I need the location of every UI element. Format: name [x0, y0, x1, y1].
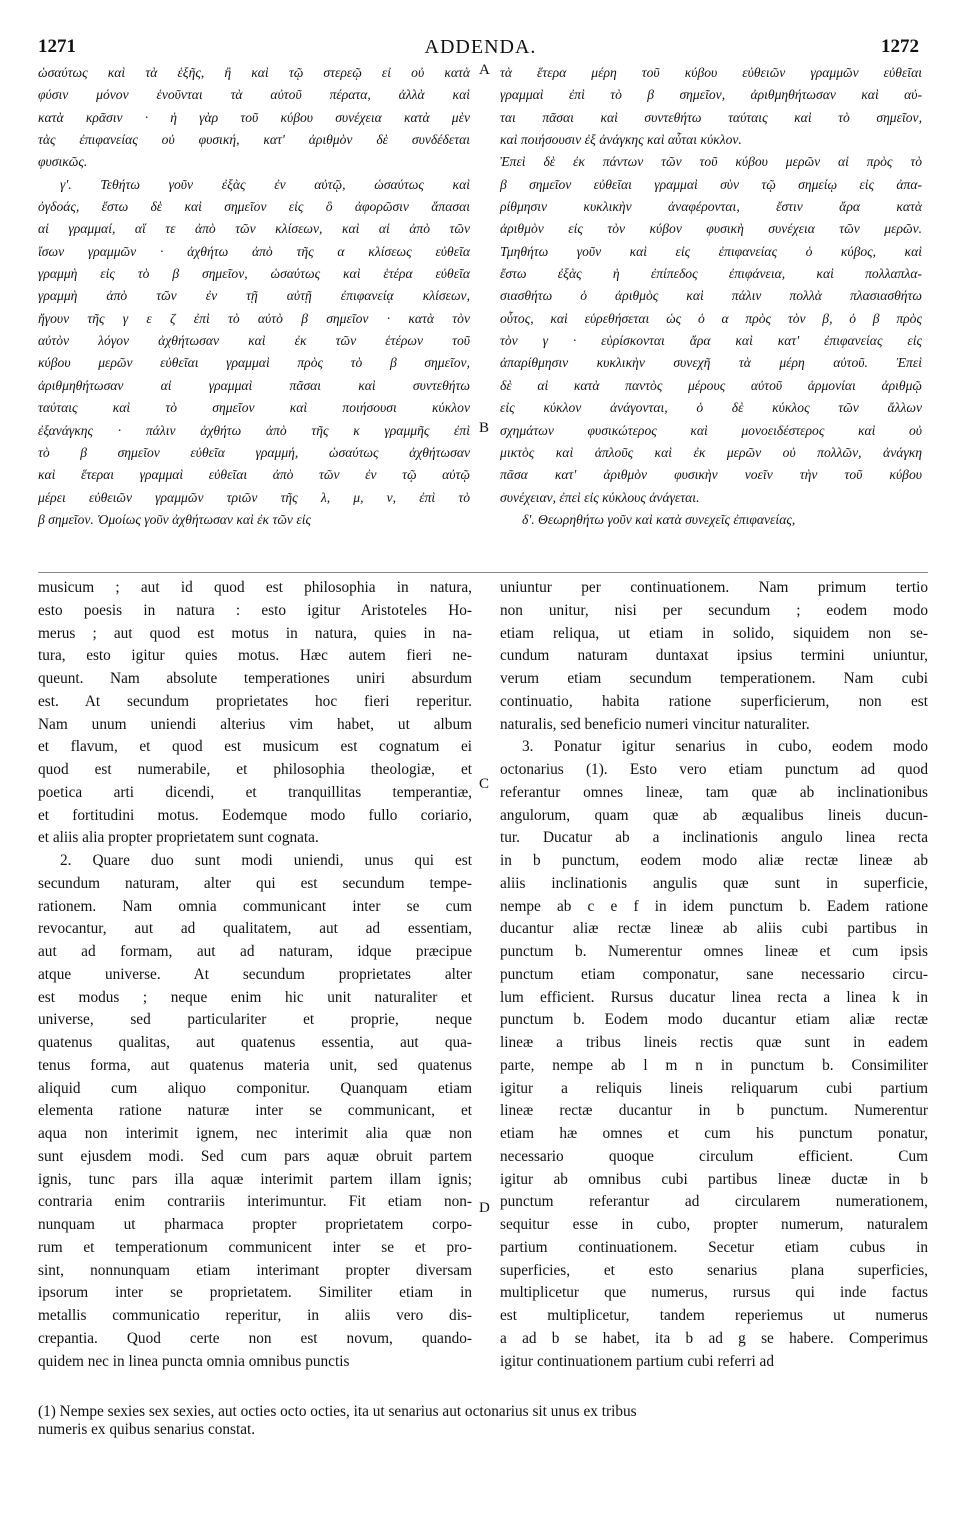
text-line: est. At secundum proprietates hoc fieri reperitur.	[38, 692, 472, 710]
text-line: multiplicetur que numerus, rursus qui inde factus	[500, 1284, 928, 1302]
greek-right-column	[500, 62, 922, 531]
text-line: igitur ab omnibus cubi partibus lineæ ductæ in b	[500, 1170, 928, 1188]
text-line: rum et temperationum communicent inter se et pro-	[38, 1238, 472, 1256]
text-line: queunt. Nam absolute temperationes uniri absurdum	[38, 670, 472, 687]
text-line: et aliis alia propter proprietatem sunt cognata.	[38, 829, 319, 847]
text-line: γραμμαὶ ἐπὶ τὸ β σημεῖον, ἀριθμηθήτωσαν καὶ αὐ-	[500, 87, 922, 103]
text-line: tur. Ducatur ab a inclinationis angulo linea recta	[500, 829, 928, 847]
text-line: elementa ratione naturæ inter se communicant, et	[38, 1102, 472, 1120]
text-line: γραμμὴ εἰς τὸ β σημεῖον, ὡσαύτως καὶ ἑτέρα εὐθεῖα	[38, 266, 470, 282]
text-line: 3. Ponatur igitur senarius in cubo, eodem modo	[522, 738, 928, 756]
text-line: β σημεῖον. Ὁμοίως γοῦν ἀχθήτωσαν καὶ ἐκ τῶν εἰς	[38, 511, 312, 527]
text-line: musicum ; aut id quod est philosophia in natura,	[38, 579, 472, 596]
text-line: contraria enim contrariis interimuntur. Fit etiam non-	[38, 1193, 472, 1211]
text-line: Ἐπεὶ δὲ ἐκ πάντων τῶν τοῦ κύβου μερῶν αἱ πρὸς τὸ	[500, 154, 922, 170]
text-line: ἐξανάγκης · πάλιν ἀχθήτω ἀπὸ τῆς κ γραμμῆς ἐπὶ	[38, 422, 470, 438]
text-line: referantur omnes lineæ, tam quæ ab inclinationibus	[500, 783, 928, 801]
text-line: σχημάτων φυσικώτερος καὶ μονοειδέστερος καὶ οὐ	[500, 422, 922, 438]
text-line: punctum referantur ad circularem numerationem,	[500, 1193, 928, 1211]
margin-marker-c: C	[479, 776, 490, 792]
text-line: parte, nempe ab l m n in punctum b. Consimiliter	[500, 1056, 928, 1074]
text-line: ται πᾶσαι καὶ συντεθήτω ταύταις καὶ τὸ σημεῖον,	[500, 109, 922, 125]
text-line: octonarius (1). Esto vero etiam punctum ad quod	[500, 761, 928, 778]
text-line: ταύταις καὶ τὸ σημεῖον καὶ ποιήσουσι κύκλον	[38, 400, 470, 416]
text-line: ὀγδοάς, ἔστω δὲ καὶ σημεῖον εἰς ὃ ἀφορῶσιν ἅπασαι	[38, 199, 470, 215]
text-line: nunquam ut pharmaca propter proprietatem corpo-	[38, 1216, 472, 1233]
running-title: ADDENDA.	[424, 36, 537, 58]
text-line: κύβου μερῶν εὐθεῖαι γραμμαὶ πρὸς τὸ β σημεῖον,	[38, 355, 470, 371]
text-line: non unitur, nisi per secundum ; eodem modo	[500, 601, 928, 619]
text-line: ἀριθμηθήτωσαν αἱ γραμμαὶ πᾶσαι καὶ συντεθήτω	[38, 377, 470, 393]
text-line: igitur a reliquis lineis reliquarum cubi partium	[500, 1079, 928, 1097]
margin-marker-a: A	[479, 62, 490, 78]
text-line: continuatio, habita ratione superficierum, non est	[500, 692, 928, 710]
text-line: atque universe. At secundum proprietates alter	[38, 965, 472, 983]
text-line: merus ; aut quod est motus in natura, quies in na-	[38, 624, 472, 642]
text-line: τὸν γ · εὑρίσκονται ἄρα καὶ κατ' ἐπιφανείας εἰς	[500, 333, 922, 349]
text-line: εἰς κύκλον ἀνάγονται, ὁ δὲ κύκλος τῶν ἄλλων	[500, 400, 922, 416]
text-line: οὗτος, καὶ εὑρεθήσεται ὡς ὁ α πρὸς τὸν β, ὁ β πρὸς	[500, 310, 922, 326]
text-line: a ad b se habet, ita b ad g se habere. Comperimus	[500, 1329, 928, 1347]
text-line: ducantur aliæ rectæ lineæ ab aliis cubi partibus in	[500, 920, 928, 938]
text-line: ἔστω ἐξὰς ἡ ἐπίπεδος ἐπιφάνεια, καὶ πολλαπλα-	[500, 266, 922, 282]
text-line: μικτὸς καὶ ἁπλοῦς καὶ ἐκ μερῶν οὐ πολλῶν, ἀνάγκη	[500, 444, 922, 460]
text-line: καὶ ποιήσουσιν ἐξ ἀνάγκης καὶ αὗται κύκλον.	[500, 132, 742, 148]
margin-marker-d: D	[479, 1200, 490, 1216]
text-line: universe, sed particulariter et proprie, neque	[38, 1011, 472, 1029]
text-line: aut ad formam, aut ad naturam, idque præcipue	[38, 943, 472, 960]
text-line: δὲ αἱ κατὰ παντὸς μέρους αὐτοῦ ἁρμονίαι ἀριθμῷ	[500, 377, 922, 393]
text-line: sequitur esse in cubo, propter numerum, naturalem	[500, 1216, 928, 1233]
text-line: tenus forma, aut quatenus materia unit, sed quatenus	[38, 1056, 472, 1074]
text-line: crepantia. Quod certe non est novum, quando-	[38, 1329, 472, 1347]
text-line: angulorum, quam quæ ab æqualibus lineis ducun-	[500, 806, 928, 824]
text-line: σιασθήτω ὁ ἀριθμὸς καὶ πάλιν πολλὰ πλασιασθήτω	[500, 288, 922, 304]
text-line: lum efficient. Rursus ducatur linea recta a linea k in	[500, 988, 928, 1006]
text-line: revocantur, aut ad qualitatem, aut ad essentiam,	[38, 920, 472, 938]
text-line: est multiplicetur, tandem reperiemus ut numerus	[500, 1307, 928, 1324]
text-line: φύσιν μόνον ἑνοῦνται τὰ αὐτοῦ πέρατα, ἀλλὰ καὶ	[38, 87, 470, 103]
right-page-number: 1272	[881, 36, 919, 57]
text-line: sint, nonnunquam etiam interimant propter diversam	[38, 1261, 472, 1279]
text-line: partium continuationem. Secetur etiam cubus in	[500, 1238, 928, 1256]
text-line: cundum naturam duntaxat ipsius termini uniuntur,	[500, 647, 928, 665]
text-line: quod est numerabile, et philosophia theologiæ, et	[38, 761, 472, 778]
latin-left-column	[38, 577, 472, 1373]
text-line: ἀπαρίθμησιν κυκλικὴν συνεχῆ τὰ μέρη αὐτοῦ. Ἐπεὶ	[500, 355, 922, 371]
text-line: punctum etiam componatur, sane necessario circu-	[500, 965, 928, 983]
text-line: ἴσων γραμμῶν · ἀχθήτω ἀπὸ τῆς α κλίσεως εὐθεῖα	[38, 243, 470, 259]
text-line: superficies, et esto senarius plana superficies,	[500, 1261, 928, 1279]
text-line: φυσικῶς.	[38, 154, 88, 170]
text-line: uniuntur per continuationem. Nam primum tertio	[500, 579, 928, 596]
text-line: 2. Quare duo sunt modi uniendi, unus qui est	[60, 852, 472, 869]
text-line: ignis, tunc pars illa aquæ interimit partem illam ignis;	[38, 1170, 472, 1188]
text-line: δ'. Θεωρηθήτω γοῦν καὶ κατὰ συνεχεῖς ἐπιφανείας,	[522, 511, 796, 527]
text-line: ipsorum inter se proprietatem. Similiter etiam in	[38, 1284, 472, 1302]
text-line: punctum b. Eodem modo ducantur etiam aliæ rectæ	[500, 1011, 928, 1029]
text-line: lineæ rectæ ducantur in b punctum. Numerentur	[500, 1102, 928, 1120]
text-line: punctum b. Numerentur omnes lineæ et cum ipsis	[500, 943, 928, 960]
footnote	[38, 1403, 928, 1439]
text-line: τὰς ἐπιφανείας οὐ φυσική, κατ' ἀριθμὸν δὲ συνδέδεται	[38, 132, 470, 148]
footnote-line: numeris ex quibus senarius constat.	[38, 1421, 256, 1438]
text-line: ἀριθμὸν εἰς τὸν κύβον φυσικὴ συνέχεια τῶν μερῶν.	[500, 221, 922, 237]
text-line: γραμμὴ ἀπὸ τῶν ἐν τῇ αὐτῇ ἐπιφανείᾳ κλίσεων,	[38, 288, 470, 304]
text-line: τὰ ἕτερα μέρη τοῦ κύβου εὐθειῶν γραμμῶν εὐθεῖαι	[500, 65, 922, 80]
text-line: est modus ; neque enim hic unit naturaliter et	[38, 988, 472, 1006]
text-line: Τμηθήτω γοῦν καὶ εἰς ἐπιφανείας ὁ κύβος, καὶ	[500, 243, 922, 259]
text-line: lineæ a tribus lineis rectis quæ sunt in eadem	[500, 1034, 928, 1051]
text-line: μέρει εὐθειῶν γραμμῶν τριῶν τῆς λ, μ, ν, ἐπὶ τὸ	[38, 489, 470, 505]
text-line: ὡσαύτως καὶ τὰ ἑξῆς, ἢ καὶ τῷ στερεῷ εἰ οὐ κατὰ	[38, 65, 470, 80]
text-line: poetica arti dicendi, et tranquillitas temperantiæ,	[38, 783, 472, 801]
text-line: β σημεῖον εὐθεῖαι γραμμαὶ σὺν τῷ σημείῳ εἰς ἀπα-	[500, 176, 922, 192]
text-line: aliquid cum aliquo componitur. Quanquam etiam	[38, 1079, 472, 1097]
text-line: verum etiam secundum temperationem. Nam cubi	[500, 670, 928, 687]
text-line: γ'. Τεθήτω γοῦν ἐξὰς ἐν αὐτῷ, ὡσαύτως καὶ	[60, 176, 470, 192]
text-line: naturalis, sed beneficio numeri vincitur naturaliter.	[500, 715, 810, 733]
text-line: sunt ejusdem modi. Sed cum pars aquæ obruit partem	[38, 1147, 472, 1165]
text-line: ἤγουν τῆς γ ε ζ ἐπὶ τὸ αὐτὸ β σημεῖον · κατὰ τὸν	[38, 310, 470, 326]
left-page-number: 1271	[38, 36, 76, 57]
text-line: et fortitudini motus. Eodemque modo fullo coriario,	[38, 806, 472, 824]
text-line: secundum naturam, alter qui est secundum tempe-	[38, 874, 472, 892]
text-line: κατὰ κρᾶσιν · ἡ γὰρ τοῦ κύβου συνέχεια κατὰ μὲν	[38, 109, 470, 125]
text-line: nempe ab c e f in idem punctum b. Eadem ratione	[500, 897, 928, 915]
text-line: καὶ ἕτεραι γραμμαὶ εὐθεῖαι ἀπὸ τῶν ἐν τῷ αὐτῷ	[38, 467, 470, 483]
text-line: ρίθμησιν κυκλικὴν ἀναφέρονται, ἔστιν ἄρα κατὰ	[500, 199, 922, 215]
text-line: in b punctum, eodem modo aliæ rectæ lineæ ab	[500, 852, 928, 869]
latin-right-column	[500, 577, 928, 1373]
text-line: necessario quoque circulum efficient. Cum	[500, 1147, 928, 1165]
text-line: rationem. Nam omnia communicant inter se cum	[38, 897, 472, 915]
greek-left-column	[38, 62, 470, 531]
text-line: metallis communicatio reperitur, in aliis vero dis-	[38, 1307, 472, 1324]
text-line: quidem nec in linea puncta omnia omnibus punctis	[38, 1352, 350, 1370]
margin-marker-b: B	[479, 420, 490, 436]
footnote-line: (1) Nempe sexies sex sexies, aut octies octo octies, ita ut senarius aut octonarius sit unus ex tribus	[38, 1403, 637, 1420]
text-line: αὐτὸν λόγον ἀχθήτωσαν καὶ ἐκ τῶν ἑτέρων τοῦ	[38, 333, 470, 349]
text-line: tura, esto igitur quies motus. Hæc autem fieri ne-	[38, 647, 472, 665]
column-separator-rule	[38, 572, 928, 573]
text-line: τὸ β σημεῖον εὐθεῖα γραμμή, ὡσαύτως ἀχθήτωσαν	[38, 444, 470, 460]
text-line: Nam unum uniendi alterius vim habet, ut album	[38, 715, 472, 733]
text-line: quatenus qualitas, aut quatenus essentia, aut qua-	[38, 1034, 472, 1051]
text-line: πᾶσα κατ' ἀριθμὸν φυσικὴν νοεῖν τὴν τοῦ κύβου	[500, 467, 922, 483]
text-line: et flavum, et quod est musicum est cognatum ei	[38, 738, 472, 756]
text-line: αἱ γραμμαί, αἵ τε ἀπὸ τῶν κλίσεων, καὶ αἱ ἀπὸ τῶν	[38, 221, 470, 237]
text-line: igitur continuationem partium cubi referri ad	[500, 1352, 774, 1370]
text-line: etiam hæ omnes et cum his punctum ponatur,	[500, 1125, 928, 1142]
text-line: esto poesis in natura : esto igitur Aristoteles Ho-	[38, 601, 472, 619]
text-line: etiam reliqua, ut etiam in solido, siquidem non se-	[500, 624, 928, 642]
text-line: aqua non interimit ignem, nec interimit alia quæ non	[38, 1125, 472, 1142]
text-line: aliis inclinationis angulis quæ sunt in superficie,	[500, 874, 928, 892]
text-line: συνέχειαν, ἐπεὶ εἰς κύκλους ἀνάγεται.	[500, 489, 700, 505]
